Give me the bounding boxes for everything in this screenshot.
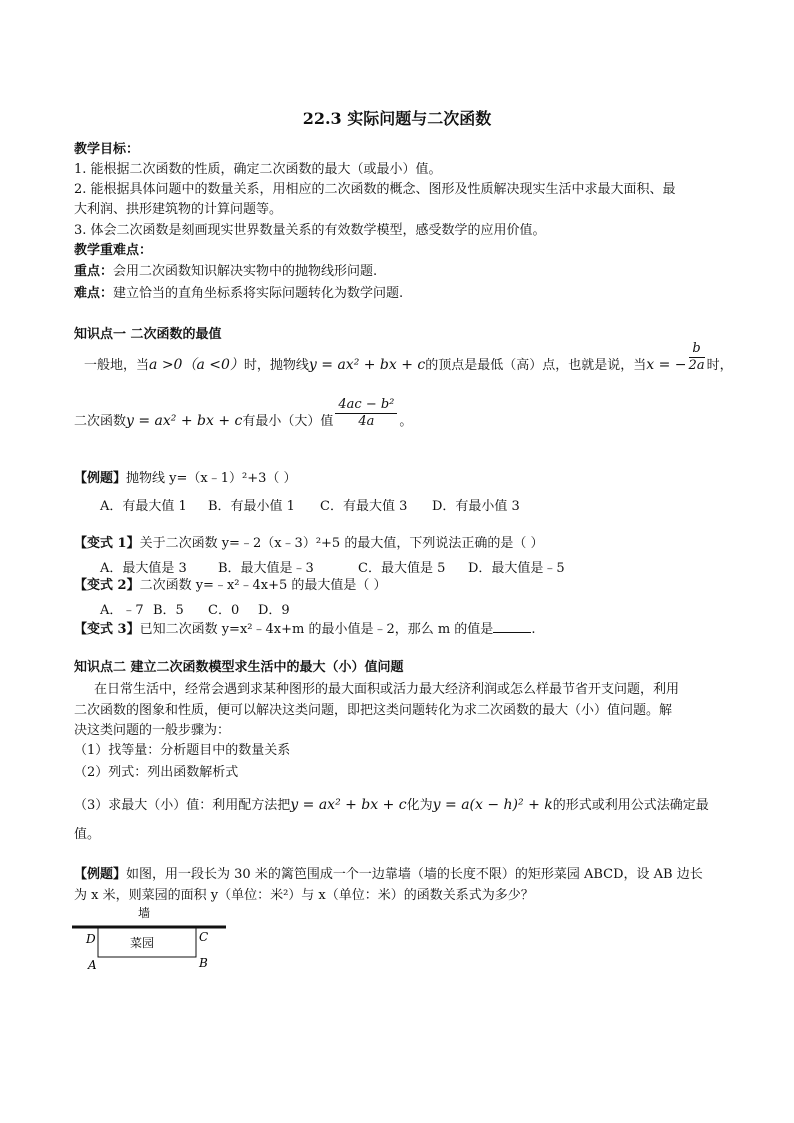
variant-1 [74,535,543,553]
example-1 [74,470,297,488]
point-b: B [199,956,208,970]
variant-label: 【变式 3】 [74,622,140,637]
text: 时， [706,358,733,373]
option: A．﹣7 [100,603,144,618]
hard-point [74,285,403,303]
denominator: 4a [358,414,375,429]
text: 的形式或利用公式法确定最 [552,798,709,813]
formula: y = ax² + bx + c [290,797,407,813]
denominator: 2a [688,358,705,373]
text: 的顶点是最低（高）点，也就是说，当 [425,358,647,373]
option: A．有最大值 1 [100,499,187,514]
variant-label: 【变式 2】 [74,578,140,593]
option: A．最大值是 3 [100,561,187,576]
formula: y = a(x − h)² + k [432,797,553,813]
wall-label: 墙 [138,906,151,920]
goal-item-1: 1. 能根据二次函数的性质，确定二次函数的最大（或最小）值。 [74,162,442,177]
example-label: 【例题】 [74,471,127,486]
goal-item-3: 3. 体会二次函数是刻画现实世界数量关系的有效数学模型，感受数学的应用价值。 [74,223,546,238]
step-1: （1）找等量：分析题目中的数量关系 [74,743,291,758]
keypoints-heading: 教学重难点： [74,243,153,258]
variant-3 [74,620,535,639]
goal-item-2-cont: 大利润、拱形建筑物的计算问题等。 [74,202,283,217]
key-text: 会用二次函数知识解决实物中的抛物线形问题. [113,264,378,279]
point-a: A [88,958,97,972]
formula: y = ax² + bx + c [126,413,243,429]
hard-text: 建立恰当的直角坐标系将实际问题转化为数学问题. [113,286,404,301]
numerator: b [689,341,705,358]
option: B．有最小值 1 [208,499,295,514]
text: 化为 [406,798,433,813]
text: 有最小（大）值 [242,414,334,429]
example-2 [74,866,703,884]
text: . [531,622,536,637]
page-title: 22.3 实际问题与二次函数 [302,109,492,128]
option: C．有最大值 3 [320,499,408,514]
variant-text: 二次函数 y=﹣x²﹣4x+5 的最大值是（ ） [139,578,387,593]
fraction [335,397,397,430]
garden-figure [70,905,240,975]
option: C．0 [208,603,240,618]
answer-blank [493,620,531,633]
example-text: 抛物线 y=（x﹣1）²+3（ ） [126,471,297,486]
option: B．最大值是﹣3 [218,561,314,576]
section1-paragraph-2 [74,397,413,431]
point-d: D [86,932,96,946]
section1-paragraph-1 [84,341,733,375]
hard-label: 难点： [74,286,114,301]
formula: x = − [646,357,687,373]
goal-item-2: 2. 能根据具体问题中的数量关系，用相应的二次函数的概念、图形及性质解决现实生活中求最大面积、最 [74,182,676,197]
example-text: 如图，用一段长为 30 米的篱笆围成一个一边靠墙（墙的长度不限）的矩形菜园 ABCD，设 AB 边长 [126,867,703,882]
variant-2 [74,577,387,595]
step-3 [74,796,709,815]
text: 一般地，当 [84,358,150,373]
variant-text: 关于二次函数 y=﹣2（x﹣3）²+5 的最大值，下列说法正确的是（ ） [139,536,544,551]
key-point [74,263,377,281]
section1-heading: 知识点一 二次函数的最值 [74,327,222,342]
section2-para-1: 在日常生活中，经常会遇到求某种图形的最大面积或活力最大经济利润或怎么样最节省开支问题，利用 [94,682,680,697]
example-label: 【例题】 [74,867,127,882]
option: D．有最小值 3 [432,499,520,514]
option: D．9 [258,603,290,618]
formula: y = ax² + bx + c [308,357,426,373]
variant-text: 已知二次函数 y=x²﹣4x+m 的最小值是﹣2，那么 m 的值是 [139,622,494,637]
text: 。 [399,414,413,429]
key-label: 重点： [74,264,114,279]
point-c: C [199,930,209,944]
fraction [689,341,705,374]
garden-diagram [70,905,240,975]
section2-para-2: 二次函数的图象和性质，便可以解决这类问题，即把这类问题转化为求二次函数的最大（小）值问题。解 [74,703,673,718]
option: B．5 [153,603,184,618]
goals-heading: 教学目标： [74,142,140,157]
text: 时，抛物线 [243,358,309,373]
option: D．最大值是﹣5 [468,561,565,576]
section2-para-3: 决这类问题的一般步骤为： [74,723,231,738]
example-2-cont: 为 x 米，则菜园的面积 y（单位：米²）与 x（单位：米）的函数关系式为多少？ [74,888,534,903]
variant-label: 【变式 1】 [74,536,140,551]
condition: a >0（a <0） [149,357,244,373]
section2-heading: 知识点二 建立二次函数模型求生活中的最大（小）值问题 [74,660,404,675]
text: （3）求最大（小）值：利用配方法把 [74,798,291,813]
option: C．最大值是 5 [358,561,446,576]
numerator: 4ac − b² [335,397,397,414]
step-3-cont: 值。 [74,827,101,842]
step-2: （2）列式：列出函数解析式 [74,765,239,780]
garden-label: 菜园 [130,936,155,950]
text: 二次函数 [74,414,127,429]
